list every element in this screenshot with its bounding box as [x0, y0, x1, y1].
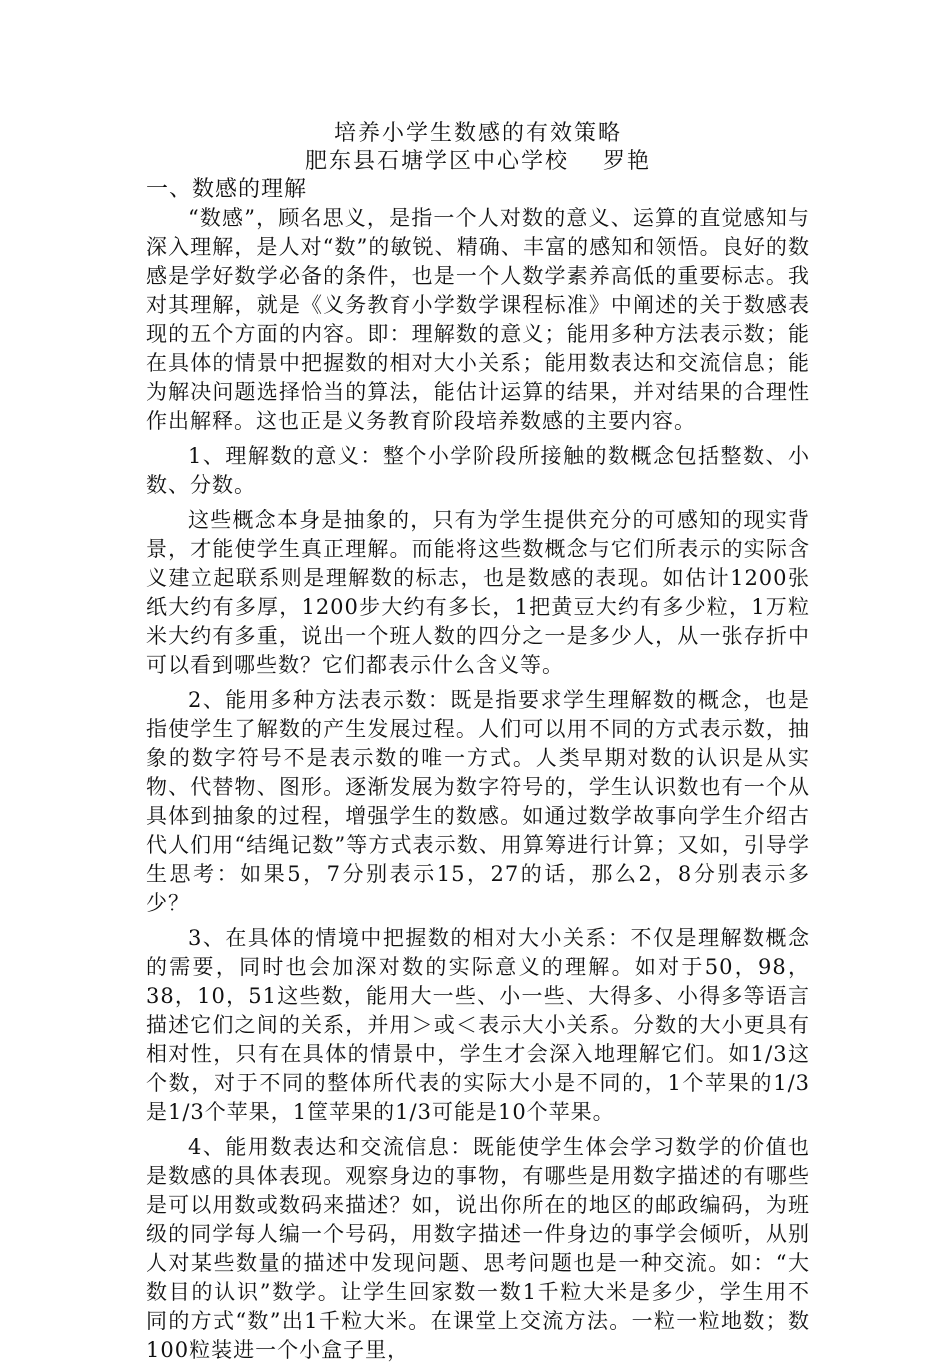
- paragraph-point-4: 4、能用数表达和交流信息：既能使学生体会学习数学的价值也是数感的具体表现。观察身边的事物，有哪些是用数字描述的有哪些是可以用数或数码来描述？如，说出你所在的地区的邮政编码，为班级的同学每人编一个号码，用数字描述一件身边的事学会倾听，从别人对某些数量的描述中发现问题、思考问题也是一种交流。如：“大数目的认识”数学。让学生回家数一数1千粒大米是多少，学生用不同的方式“数”出1千粒大米。在课堂上交流方法。一粒一粒地数；数100粒装进一个小盒子里，: [146, 1135, 810, 1362]
- paragraph-intro: “数感”，顾名思义，是指一个人对数的意义、运算的直觉感知与深入理解，是人对“数”的敏锐、精确、丰富的感知和领悟。良好的数感是学好数学必备的条件，也是一个人数学素养高低的重要标志。我对其理解，就是《义务教育小学数学课程标准》中阐述的关于数感表现的五个方面的内容。即：理解数的意义；能用多种方法表示数；能在具体的情景中把握数的相对大小关系；能用数表达和交流信息；能为解决问题选择恰当的算法，能估计运算的结果，并对结果的合理性作出解释。这也正是义务教育阶段培养数感的主要内容。: [146, 206, 810, 433]
- paragraph-point-1-detail: 这些概念本身是抽象的，只有为学生提供充分的可感知的现实背景，才能使学生真正理解。而能将这些数概念与它们所表示的实际含义建立起联系则是理解数的标志，也是数感的表现。如估计1200张纸大约有多厚，1200步大约有多长，1把黄豆大约有多少粒，1万粒米大约有多重，说出一个班人数的四分之一是多少人，从一张存折中可以看到哪些数？它们都表示什么含义等。: [146, 508, 810, 677]
- section-heading: 一、数感的理解: [146, 177, 308, 202]
- document-page: [146, 120, 810, 1365]
- document-title: 培养小学生数感的有效策略: [333, 121, 622, 146]
- paragraph-point-2: 2、能用多种方法表示数：既是指要求学生理解数的概念，也是指使学生了解数的产生发展过程。人们可以用不同的方式表示数，抽象的数字符号不是表示数的唯一方式。人类早期对数的认识是从实物、代替物、图形。逐渐发展为数字符号的，学生认识数也有一个从具体到抽象的过程，增强学生的数感。如通过数学故事向学生介绍古代人们用“结绳记数”等方式表示数、用算筹进行计算；又如，引导学生思考：如果5，7分别表示15，27的话，那么2，8分别表示多少？: [146, 688, 810, 915]
- paragraph-point-1: 1、理解数的意义：整个小学阶段所接触的数概念包括整数、小数、分数。: [146, 444, 810, 497]
- school-name: 肥东县石塘学区中心学校: [304, 149, 569, 174]
- author-name: 罗艳: [603, 149, 652, 174]
- paragraph-point-3: 3、在具体的情境中把握数的相对大小关系：不仅是理解数概念的需要，同时也会加深对数的实际意义的理解。如对于50，98，38，10，51这些数，能用大一些、小一些、大得多、小得多等语言描述它们之间的关系，并用＞或＜表示大小关系。分数的大小更具有相对性，只有在具体的情景中，学生才会深入地理解它们。如1/3这个数，对于不同的整体所代表的实际大小是不同的，1个苹果的1/3是1/3个苹果，1筐苹果的1/3可能是10个苹果。: [146, 926, 810, 1124]
- author-byline: [146, 148, 810, 176]
